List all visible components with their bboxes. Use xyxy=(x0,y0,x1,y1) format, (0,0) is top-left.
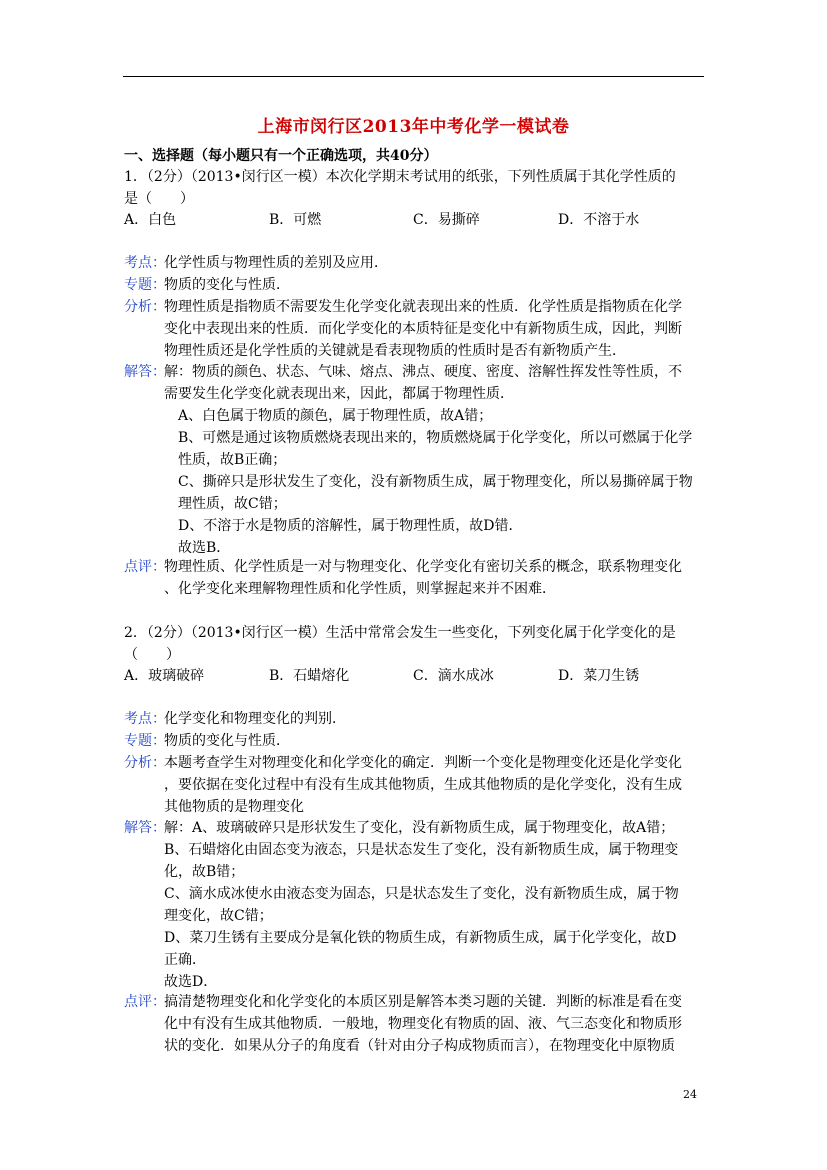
dianping-line: 搞清楚物理变化和化学变化的本质区别是解答本类习题的关键．判断的标准是看在变 xyxy=(164,994,682,1010)
fenxi-line: 其他物质的是物理变化 xyxy=(164,799,304,815)
jieda-line: B、可燃是通过该物质燃烧表现出来的，物质燃烧属于化学变化，所以可燃属于化学 xyxy=(164,430,693,446)
kaodian-line: 化学性质与物理性质的差别及应用． xyxy=(164,255,388,271)
fenxi-label: 分析： xyxy=(124,299,166,315)
jieda-line: 性质，故B正确； xyxy=(164,452,287,468)
question-2-option-a: A．玻璃破碎 xyxy=(124,668,205,684)
jieda-line: 化，故B错； xyxy=(164,864,245,880)
jieda-line: C、滴水成冰使水由液态变为固态，只是状态发生了变化，没有新物质生成，属于物 xyxy=(164,886,679,902)
zhuanti-line: 物质的变化与性质． xyxy=(164,733,290,749)
fenxi-line: ，要依据在变化过程中有没有生成其他物质，生成其他物质的是化学变化，没有生成 xyxy=(164,777,682,793)
question-1-stem-line: 是（ ） xyxy=(124,191,194,207)
question-1-stem xyxy=(124,166,704,210)
question-2-option-d: D．菜刀生锈 xyxy=(558,668,640,684)
fenxi-line: 本题考查学生对物理变化和化学变化的确定．判断一个变化是物理变化还是化学变化 xyxy=(164,755,682,771)
question-2-option-c: C．滴水成冰 xyxy=(413,668,494,684)
fenxi-line: 物理性质是指物质不需要发生化学变化就表现出来的性质．化学性质是指物质在化学 xyxy=(164,299,682,315)
jieda-label: 解答： xyxy=(124,820,166,836)
question-1-stem-line: 1．（2分）（2013•闵行区一模）本次化学期末考试用的纸张，下列性质属于其化学性质的 xyxy=(124,169,676,185)
zhuanti-line: 物质的变化与性质． xyxy=(164,277,290,293)
fenxi-label: 分析： xyxy=(124,755,166,771)
jieda-label: 解答： xyxy=(124,364,166,380)
zhuanti-label: 专题： xyxy=(124,733,166,749)
jieda-line: 正确． xyxy=(164,952,206,968)
question-2-stem xyxy=(124,622,704,666)
dianping-label: 点评： xyxy=(124,559,166,575)
jieda-line: 理性质，故C错； xyxy=(164,496,287,512)
question-1-option-c: C．易撕碎 xyxy=(413,212,480,228)
jieda-line: A、白色属于物质的颜色，属于物理性质，故A错； xyxy=(164,408,493,424)
jieda-line: 故选B． xyxy=(164,540,231,556)
page-number: 24 xyxy=(683,1088,697,1101)
question-2-option-b: B．石蜡熔化 xyxy=(269,668,350,684)
jieda-line: 故选D． xyxy=(164,974,218,990)
jieda-line: D、不溶于水是物质的溶解性，属于物理性质，故D错． xyxy=(164,518,523,534)
page-title: 上海市闵行区2013年中考化学一模试卷 xyxy=(257,117,570,137)
jieda-line: 解：A、玻璃破碎只是形状发生了变化，没有新物质生成，属于物理变化，故A错； xyxy=(164,820,675,836)
dianping-line: 物理性质、化学性质是一对与物理变化、化学变化有密切关系的概念，联系物理变化 xyxy=(164,559,682,575)
zhuanti-label: 专题： xyxy=(124,277,166,293)
kaodian-line: 化学变化和物理变化的判别． xyxy=(164,711,346,727)
header-rule xyxy=(123,76,704,77)
jieda-line: B、石蜡熔化由固态变为液态，只是状态发生了变化，没有新物质生成，属于物理变 xyxy=(164,842,679,858)
kaodian-label: 考点： xyxy=(124,711,166,727)
dianping-line: 、化学变化来理解物理性质和化学性质，则掌握起来并不困难． xyxy=(164,581,556,597)
section-heading: 一、选择题（每小题只有一个正确选项，共40分） xyxy=(124,148,438,164)
question-2-stem-line: 2．（2分）（2013•闵行区一模）生活中常常会发生一些变化，下列变化属于化学变化的是 xyxy=(124,625,676,641)
dianping-line: 化中有没有生成其他物质．一般地，物理变化有物质的固、液、气三态变化和物质形 xyxy=(164,1016,682,1032)
jieda-line: C、撕碎只是形状发生了变化，没有新物质生成，属于物理变化，所以易撕碎属于物 xyxy=(164,474,693,490)
dianping-line: 状的变化．如果从分子的角度看（针对由分子构成物质而言），在物理变化中原物质 xyxy=(164,1038,675,1054)
question-1-options xyxy=(124,209,704,231)
jieda-line: D、菜刀生锈有主要成分是氧化铁的物质生成，有新物质生成，属于化学变化，故D xyxy=(164,930,677,946)
fenxi-line: 物理性质还是化学性质的关键就是看表现物质的性质时是否有新物质产生． xyxy=(164,343,626,359)
question-2-options xyxy=(124,665,704,687)
question-1-option-b: B．可燃 xyxy=(269,212,322,228)
jieda-line: 理变化，故C错； xyxy=(164,908,273,924)
jieda-line: 解：物质的颜色、状态、气味、熔点、沸点、硬度、密度、溶解性挥发性等性质，不 xyxy=(164,364,682,380)
question-2-stem-line: （ ） xyxy=(124,647,180,663)
fenxi-line: 变化中表现出来的性质．而化学变化的本质特征是变化中有新物质生成，因此，判断 xyxy=(164,321,682,337)
jieda-line: 需要发生化学变化就表现出来，因此，都属于物理性质． xyxy=(164,386,514,402)
kaodian-label: 考点： xyxy=(124,255,166,271)
question-1-option-a: A．白色 xyxy=(124,212,177,228)
question-1-option-d: D．不溶于水 xyxy=(558,212,640,228)
dianping-label: 点评： xyxy=(124,994,166,1010)
